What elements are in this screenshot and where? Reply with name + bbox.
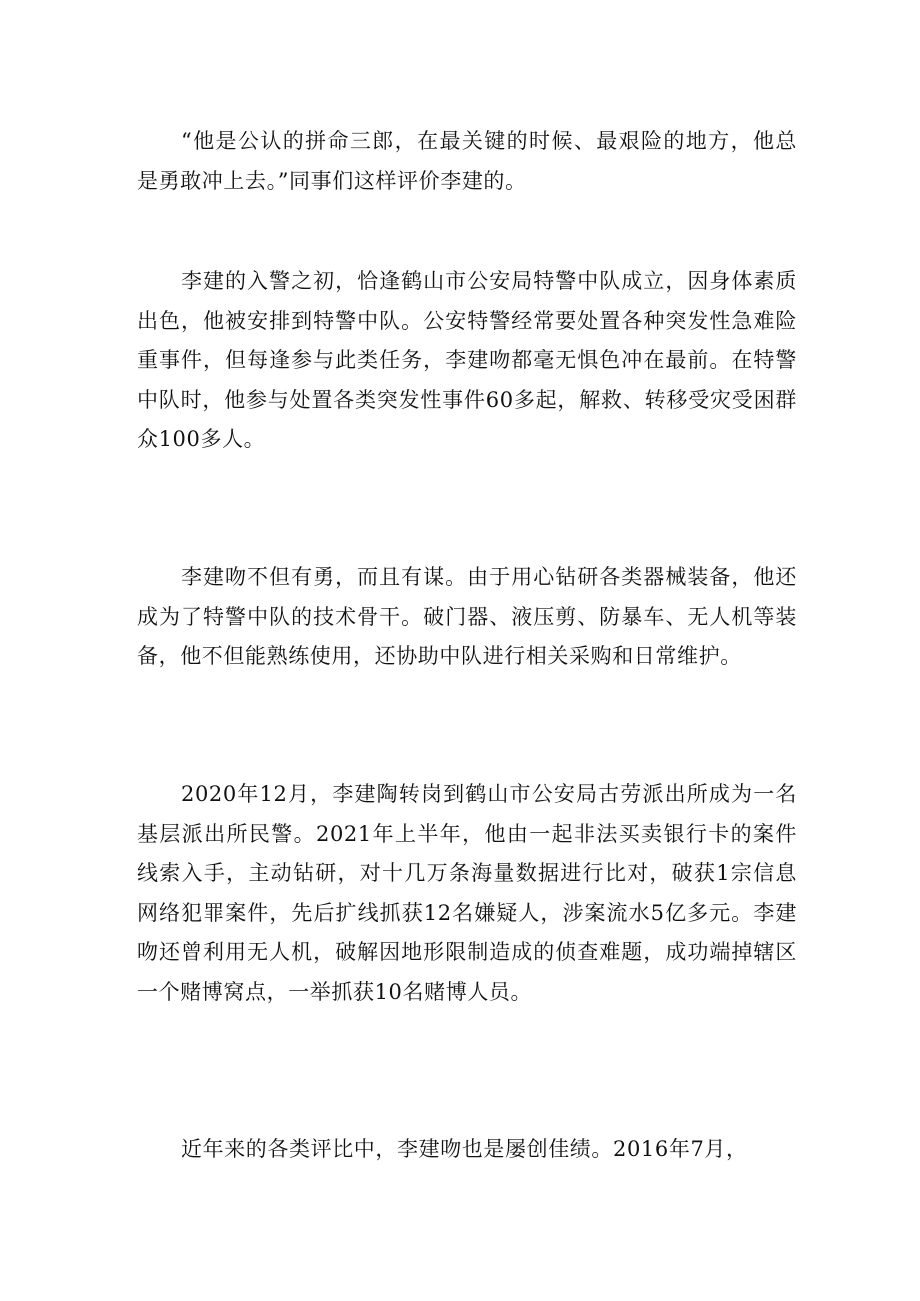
- paragraph-swat-team: 李建的入警之初，恰逢鹤山市公安局特警中队成立，因身体素质出色，他被安排到特警中队。公安特警经常要处置各种突发性急难险重事件，但每逢参与此类任务，李建吻都毫无惧色冲在最前。在特警中队时，他参与处置各类突发性事件60多起，解救、转移受灾受困群众100多人。: [137, 269, 797, 451]
- paragraph-quote: “他是公认的拼命三郎，在最关键的时候、最艰险的地方，他总是勇敢冲上去。”同事们这样评价李建的。: [137, 129, 797, 193]
- paragraph-technical-backbone: 李建吻不但有勇，而且有谋。由于用心钻研各类器械装备，他还成为了特警中队的技术骨干。破门器、液压剪、防暴车、无人机等装备，他不但能熟练使用，还协助中队进行相关采购和日常维护。: [137, 565, 797, 668]
- paragraph-police-station: 2020年12月，李建陶转岗到鹤山市公安局古劳派出所成为一名基层派出所民警。2021年上半年，他由一起非法买卖银行卡的案件线索入手，主动钻研，对十几万条海量数据进行比对，破获1宗信息网络犯罪案件，先后扩线抓获12名嫌疑人，涉案流水5亿多元。李建吻还曾利用无人机，破解因地形限制造成的侦查难题，成功端掉辖区一个赌博窝点，一举抓获10名赌博人员。: [137, 782, 797, 1004]
- paragraph-awards: 近年来的各类评比中，李建吻也是屡创佳绩。2016年7月，: [181, 1137, 748, 1161]
